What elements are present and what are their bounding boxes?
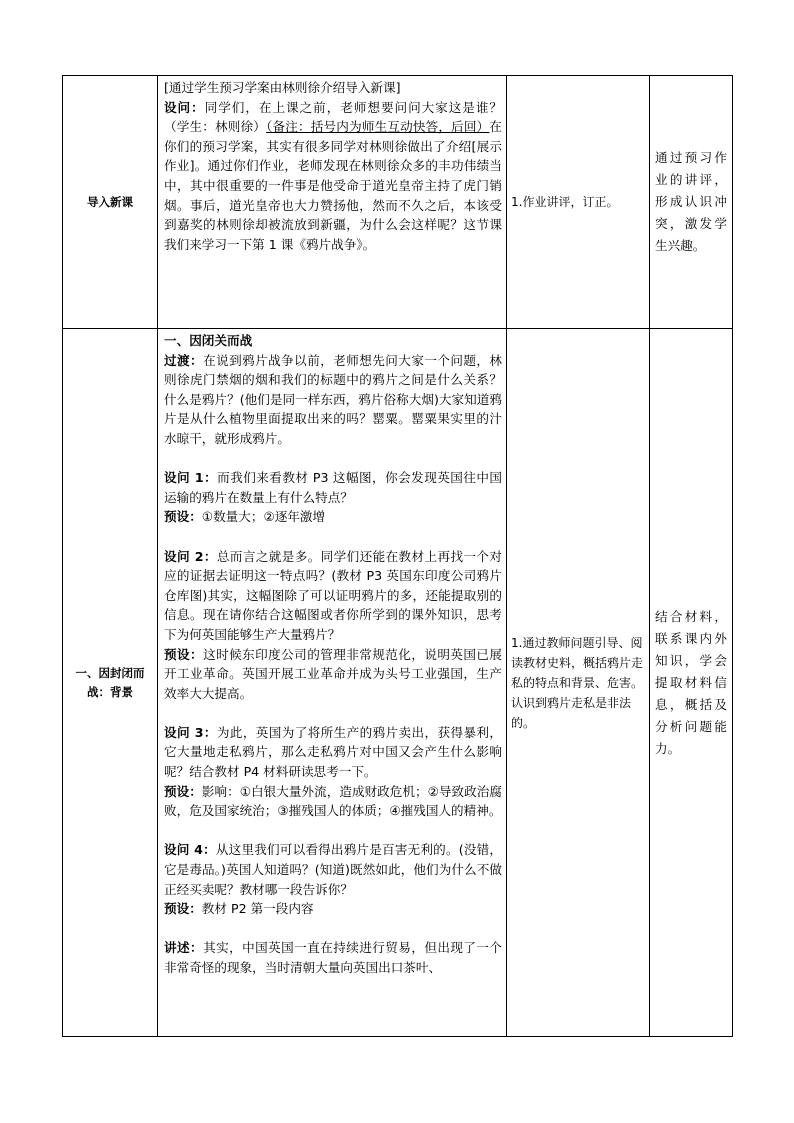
process-cell [158,329,507,1037]
design-intent-cell: 结合材料，联系课内外知识，学会提取材料信息，概括及分析问题能力。 [650,329,733,1037]
paragraph-label: 讲述： [164,940,204,956]
paragraph [164,782,502,821]
paragraph-text: ①数量大；②逐年激增 [201,509,326,525]
stage-cell: 一、因封闭而战：背景 [63,329,158,1037]
paragraph-text: 而我们来看教材 P3 这幅图，你会发现英国往中国运输的鸦片在数量上有什么特点？ [164,470,502,505]
paragraph-text: 影响：①白银大量外流，造成财政危机；②导致政治腐败，危及国家统治；③摧残国人的体质；④摧残国人的精神。 [164,783,502,819]
blank-line [164,821,502,841]
paragraph-text: 总而言之就是多。同学们还能在教材上再找一个对应的证据去证明这一特点吗？(教材 P3 英国东印度公司鸦片仓库图)其实，这幅图除了可以证明鸦片的多，还能提取别的信息。现在请你结合这幅图或者你所学到的课外知识，思考下为何英国能够生产大量鸦片？ [164,548,502,642]
paragraph-text: 同学们，在上课之前，老师想要问问大家这是谁？（学生：林则徐） [164,99,503,135]
stage-cell: 导入新课 [63,76,158,329]
paragraph-text: 在你们的预习学案，其实有很多同学对林则徐做出了介绍[展示作业]。通过你们作业，老师发现在林则徐众多的丰功伟绩当中，其中很重要的一件事是他受命于道光皇帝主持了虎门销烟。事后，道光皇帝也大力赞扬他，然而不久之后，本该受到嘉奖的林则徐却被流放到新疆，为什么会这样呢？这节课我们来学习一下第 1 课《鸦片战争》。 [164,119,502,252]
blank-line [164,449,502,469]
paragraph [164,899,502,919]
section-heading: 一、因闭关而战 [164,333,253,348]
blank-line [164,527,502,547]
paragraph-text: 在说到鸦片战争以前，老师想先问大家一个问题，林则徐虎门禁烟的烟和我们的标题中的鸦片之间是什么关系？什么是鸦片？(他们是同一样东西，鸦片俗称大烟)大家知道鸦片是从什么植物里面提取出来的吗？罂粟。罂粟果实里的汁水晾干，就形成鸦片。 [164,352,502,446]
table-row [63,76,733,329]
paragraph-text: 为此，英国为了将所生产的鸦片卖出，获得暴利，它大量地走私鸦片，那么走私鸦片对中国又会产生什么影响呢？结合教材 P4 材料研读思考一下。 [164,724,502,780]
paragraph-text: 教材 P2 第一段内容 [201,901,314,917]
paragraph-label: 预设： [164,901,202,917]
paragraph-text: 从这里我们可以看得出鸦片是百害无利的。(没错，它是毒品。)英国人知道吗？(知道)既然如此，他们为什么不做正经买卖呢？教材哪一段告诉你？ [164,842,502,897]
question-paragraph [164,98,502,255]
student-activity-cell: 1.通过教师问题引导、阅读教材史料，概括鸦片走私的特点和背景、危害。认识到鸦片走私是非法的。 [507,329,650,1037]
paragraph [164,547,502,645]
blank-line [164,919,502,939]
paragraph [164,840,502,899]
design-intent-cell: 通过预习作业的讲评，形成认识冲突，激发学生兴趣。 [650,76,733,329]
paragraph-text: 其实，中国英国一直在持续进行贸易，但出现了一个非常奇怪的现象，当时清朝大量向英国出口茶叶、 [164,940,502,975]
paragraph-label: 设问 3： [164,724,217,740]
intro-note: [通过学生预习学案由林则徐介绍导入新课] [164,80,401,95]
paragraph [164,645,502,704]
paragraph-label: 预设： [164,509,202,525]
paragraph-label: 设问 4： [164,842,216,858]
paragraph-text: 这时候东印度公司的管理非常规范化，说明英国已展开工业革命。英国开展工业革命并成为头号工业强国，生产效率大大提高。 [164,646,502,701]
paragraph [164,468,502,507]
paragraph [164,351,502,449]
paragraph-label: 设问： [164,99,205,115]
paragraph [164,938,502,977]
paragraph-label: 预设： [164,646,204,662]
paragraph-label: 预设： [164,783,202,799]
paragraph-label: 过渡： [164,352,204,368]
paragraph-label: 设问 1： [164,470,218,486]
lesson-plan-table [62,75,733,1037]
table-row [63,329,733,1037]
remark-note: （备注：括号内为师生互动快答，后回） [266,119,490,135]
student-activity-cell: 1.作业讲评，订正。 [507,76,650,329]
paragraph [164,723,502,782]
blank-line [164,703,502,723]
paragraph [164,507,502,527]
process-cell [158,76,507,329]
paragraph-label: 设问 2： [164,548,217,564]
